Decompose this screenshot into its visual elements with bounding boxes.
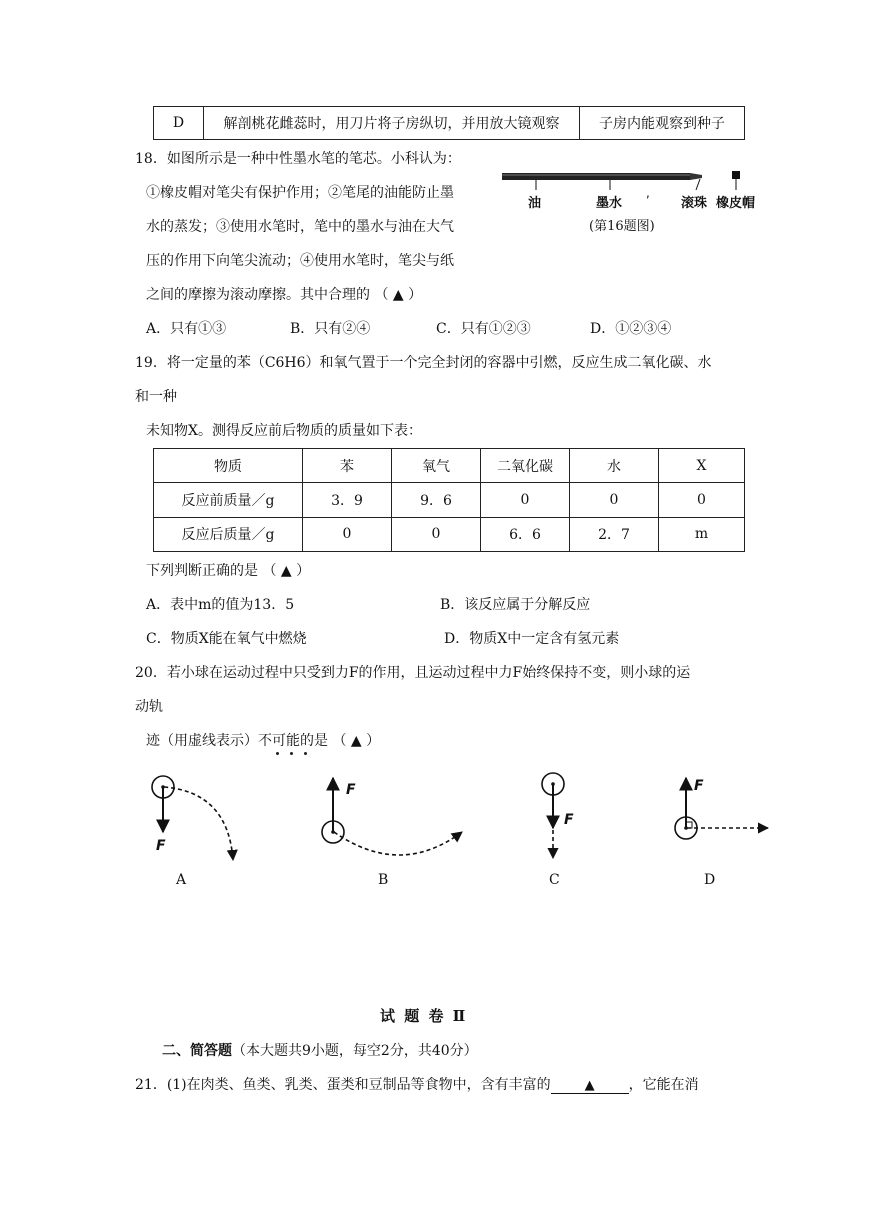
pen-tube — [502, 173, 690, 180]
q18-option-b: B．只有②④ — [290, 321, 371, 337]
dashed-trajectory — [334, 832, 462, 855]
q18-stem-line2: ①橡皮帽对笔尖有保护作用；②笔尾的油能防止墨 — [146, 185, 454, 201]
rubber-cap — [732, 171, 740, 179]
q19-prompt: 下列判断正确的是 （ ▲ ） — [146, 563, 311, 579]
mass-table-header: 水 — [570, 449, 659, 483]
mass-table-cell: 9．6 — [392, 483, 481, 517]
emphasis-dot — [276, 752, 279, 755]
mass-table-cell: 0 — [392, 517, 481, 551]
row-d-table — [153, 106, 745, 140]
q21-answer-blank: ▲ — [551, 1078, 629, 1094]
mass-table-cell: 2．7 — [570, 517, 659, 551]
mass-table-header: 物质 — [154, 449, 303, 483]
mass-table-header: 氧气 — [392, 449, 481, 483]
q18-stem-line3: 水的蒸发；③使用水笔时，笔中的墨水与油在大气 — [146, 219, 454, 235]
q19-option-c: C．物质X能在氧气中燃烧 — [146, 631, 307, 647]
force-label-d: F — [694, 778, 704, 794]
paper-two-title: 试 题 卷 Ⅱ — [380, 1007, 468, 1025]
q18-option-d: D．①②③④ — [590, 321, 672, 337]
mass-table-header: X — [659, 449, 745, 483]
q19-stem-line3: 未知物X。测得反应前后物质的质量如下表： — [146, 423, 422, 439]
q18-stem-line1: 18．如图所示是一种中性墨水笔的笔芯。小科认为： — [135, 151, 461, 167]
q19-option-d: D．物质X中一定含有氢元素 — [444, 631, 620, 647]
row-d-label: D — [154, 107, 204, 140]
pen-label-ball: 滚珠 — [681, 196, 708, 211]
choice-label-c: C — [549, 872, 560, 888]
q18-stem-line4: 压的作用下向笔尖流动；④使用水笔时，笔尖与纸 — [146, 253, 454, 269]
pen-label-oil: 油 — [528, 196, 542, 211]
mass-table-header-row — [154, 449, 745, 483]
row-d-result: 子房内能观察到种子 — [580, 107, 745, 140]
q20-stem-line1: 20．若小球在运动过程中只受到力F的作用，且运动过程中力F始终保持不变，则小球的运 — [135, 665, 691, 681]
mass-table-cell: 0 — [659, 483, 745, 517]
emphasis-dot — [304, 752, 307, 755]
q20-stem-line3: 迹（用虚线表示）不可能的是 （ ▲ ） — [146, 733, 381, 749]
mass-table-cell: m — [659, 517, 745, 551]
q19-option-b: B．该反应属于分解反应 — [440, 597, 591, 613]
section-two-note: （本大题共9小题，每空2分，共40分） — [232, 1043, 478, 1059]
emphasis-dot — [290, 752, 293, 755]
force-label-b: F — [346, 782, 356, 798]
mass-table-cell: 0 — [303, 517, 392, 551]
mass-table-row — [154, 483, 745, 517]
force-label-a: F — [156, 838, 166, 854]
mass-table-cell: 反应前质量／g — [154, 483, 303, 517]
pen-figure-caption: (第16题图) — [589, 219, 655, 234]
q18-option-c: C．只有①②③ — [436, 321, 531, 337]
pen-tip — [690, 173, 702, 180]
mass-table-row — [154, 517, 745, 551]
dashed-trajectory — [164, 787, 233, 860]
mass-table-cell: 6．6 — [481, 517, 570, 551]
q21-line — [135, 1074, 699, 1094]
mass-table-header: 二氧化碳 — [481, 449, 570, 483]
q20-stem-line2: 动轨 — [135, 699, 163, 715]
ball-leader — [696, 179, 700, 190]
mass-table-cell: 0 — [481, 483, 570, 517]
q18-option-a: A．只有①③ — [146, 321, 227, 337]
mass-table-cell: 反应后质量／g — [154, 517, 303, 551]
q21-prefix: 21．(1)在肉类、鱼类、乳类、蛋类和豆制品等食物中，含有丰富的 — [135, 1077, 551, 1093]
q18-stem-line5: 之间的摩擦为滚动摩擦。其中合理的 （ ▲ ） — [146, 287, 423, 303]
pen-label-cap: 橡皮帽 — [716, 196, 756, 211]
section-two-heading-line — [162, 1040, 478, 1060]
diagram-d — [675, 778, 768, 839]
diagram-b — [322, 778, 462, 855]
svg-text:,: , — [646, 186, 650, 200]
q19-option-a: A．表中m的值为13．5 — [146, 597, 295, 613]
force-label-c: F — [564, 812, 574, 828]
row-d-operation: 解剖桃花雌蕊时，用刀片将子房纵切，并用放大镜观察 — [204, 107, 580, 140]
mass-table-cell: 0 — [570, 483, 659, 517]
q19-stem-line1: 19．将一定量的苯（C6H6）和氧气置于一个完全封闭的容器中引燃，反应生成二氧化碳、水 — [135, 355, 712, 371]
choice-label-a: A — [176, 872, 187, 888]
q19-stem-line2: 和一种 — [135, 389, 177, 405]
mass-table — [153, 448, 745, 552]
mass-table-cell: 3．9 — [303, 483, 392, 517]
pen-label-ink: 墨水 — [596, 196, 623, 211]
q21-suffix: ，它能在消 — [628, 1077, 699, 1093]
diagram-c — [542, 773, 564, 858]
section-two-heading: 二、简答题 — [162, 1043, 232, 1059]
choice-label-b: B — [378, 872, 389, 888]
mass-table-header: 苯 — [303, 449, 392, 483]
choice-label-d: D — [704, 872, 716, 888]
